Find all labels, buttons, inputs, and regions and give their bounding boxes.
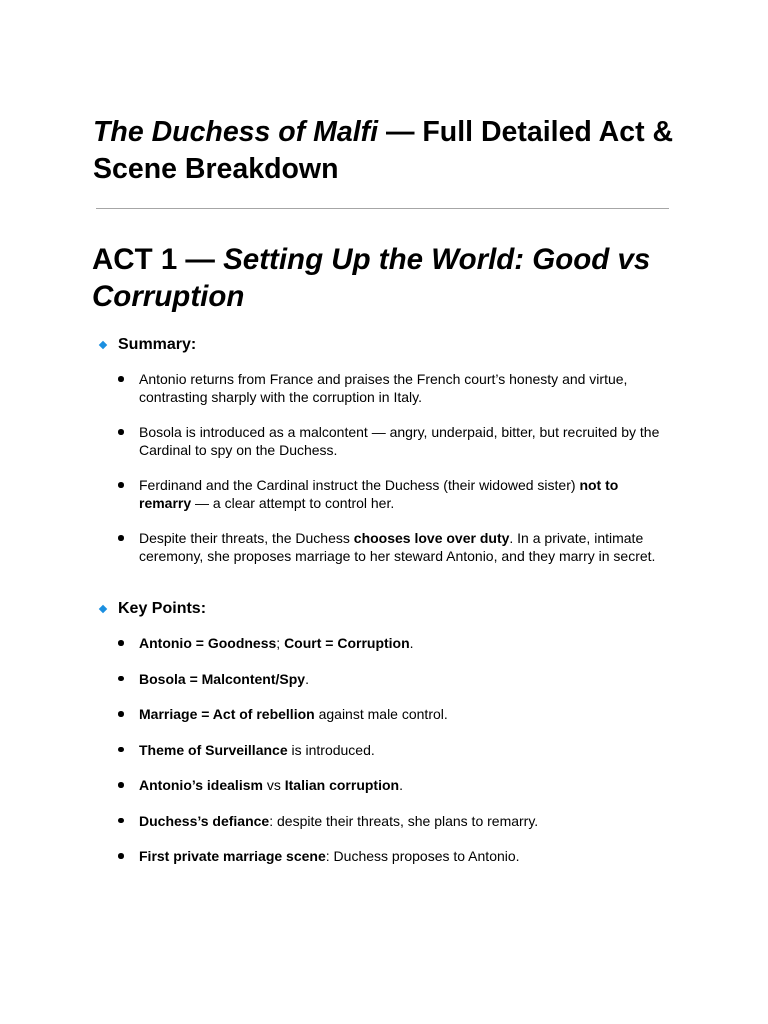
list-item xyxy=(114,423,674,459)
key-points-heading-label: Key Points: xyxy=(118,600,207,617)
item-bold-text: Italian corruption xyxy=(284,777,400,793)
item-text: against male control. xyxy=(314,706,448,722)
list-item xyxy=(114,741,674,759)
list-item xyxy=(114,705,674,723)
act-heading-italic: Setting Up the World: Good vs Corruption xyxy=(92,243,651,313)
item-bold-text: chooses love over duty xyxy=(353,530,510,546)
item-bold-text: Marriage = Act of rebellion xyxy=(139,706,315,722)
horizontal-divider xyxy=(96,208,669,209)
document-title-rest: — Full Detailed Act & Scene Breakdown xyxy=(93,116,674,185)
summary-list xyxy=(114,370,674,582)
act-heading-prefix: ACT 1 — xyxy=(92,243,224,276)
item-text: . xyxy=(409,635,414,651)
summary-heading xyxy=(98,335,196,355)
item-text: Ferdinand and the Cardinal instruct the Duchess (their widowed sister) xyxy=(139,477,580,493)
item-text: ; xyxy=(276,635,285,651)
key-points-list xyxy=(114,634,674,883)
list-item xyxy=(114,776,674,794)
list-item xyxy=(114,476,674,512)
list-item xyxy=(114,529,674,565)
document-title-italic: The Duchess of Malfi xyxy=(93,116,379,148)
list-item xyxy=(114,847,674,865)
item-text: : Duchess proposes to Antonio. xyxy=(325,848,520,864)
diamond-bullet-icon xyxy=(99,341,107,349)
item-bold-text: Court = Corruption xyxy=(284,635,410,651)
item-text: vs xyxy=(262,777,285,793)
item-bold-text: Bosola = Malcontent/Spy xyxy=(139,670,306,687)
item-text: . xyxy=(399,777,403,793)
item-bold-text: Antonio = Goodness xyxy=(139,635,277,651)
item-text: Bosola is introduced as a malcontent — angry, underpaid, bitter, but recruited by the Cardinal to spy on the Duchess. xyxy=(139,424,660,458)
list-item xyxy=(114,370,674,406)
summary-heading-label: Summary: xyxy=(118,336,197,353)
item-text: Antonio returns from France and praises the French court’s honesty and virtue, contrasting sharply with the corruption in Italy. xyxy=(139,371,628,405)
item-text: . xyxy=(305,670,309,687)
item-text: is introduced. xyxy=(287,741,375,758)
diamond-bullet-icon xyxy=(99,605,107,613)
item-text: : despite their threats, she plans to remarry. xyxy=(269,812,539,829)
item-bold-text: Duchess’s defiance xyxy=(139,812,270,829)
list-item xyxy=(114,670,674,688)
act-heading xyxy=(92,241,692,315)
item-text: . In a private, intimate ceremony, she proposes marriage to her steward Antonio, and they marry in secret. xyxy=(139,530,656,564)
document-title xyxy=(93,114,683,188)
item-bold-text: Antonio’s idealism xyxy=(139,777,263,793)
item-bold-text: First private marriage scene xyxy=(139,848,326,864)
item-bold-text: not to remarry xyxy=(139,477,619,511)
key-points-heading xyxy=(98,599,206,619)
list-item xyxy=(114,812,674,830)
item-text: — a clear attempt to control her. xyxy=(191,495,395,511)
item-bold-text: Theme of Surveillance xyxy=(139,741,288,758)
list-item xyxy=(114,634,674,652)
item-text: Despite their threats, the Duchess xyxy=(139,530,354,546)
